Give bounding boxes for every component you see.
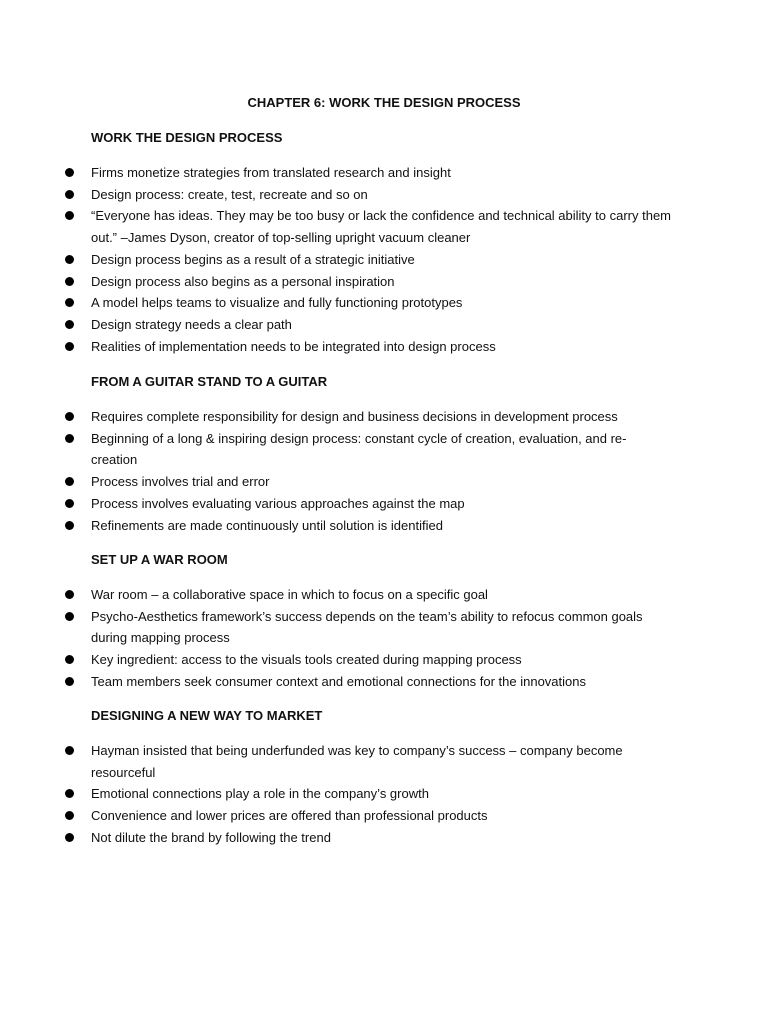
- bullet-item: [0, 249, 671, 271]
- bullet-icon: [65, 298, 74, 307]
- bullet-item: [0, 184, 671, 206]
- bullet-icon: [65, 612, 74, 621]
- bullet-icon: [65, 342, 74, 351]
- bullet-icon: [65, 190, 74, 199]
- bullet-icon: [65, 655, 74, 664]
- bullet-text: Realities of implementation needs to be integrated into design process: [91, 338, 496, 354]
- bullet-text: Design process: create, test, recreate and so on: [91, 186, 368, 202]
- chapter-title: CHAPTER 6: WORK THE DESIGN PROCESS: [247, 95, 521, 110]
- bullet-text: Hayman insisted that being underfunded was key to company’s success – company become resourceful: [91, 743, 623, 780]
- bullet-item: [0, 805, 671, 827]
- bullet-icon: [65, 277, 74, 286]
- bullet-text: Refinements are made continuously until solution is identified: [91, 517, 443, 533]
- bullet-text: Emotional connections play a role in the company’s growth: [91, 786, 429, 802]
- bullet-list: [0, 162, 768, 357]
- bullet-text: Key ingredient: access to the visuals tools created during mapping process: [91, 652, 522, 668]
- section-guitar-stand: [0, 373, 768, 536]
- bullet-item: [0, 649, 671, 671]
- bullet-icon: [65, 833, 74, 842]
- bullet-item: [0, 606, 671, 649]
- bullet-icon: [65, 412, 74, 421]
- bullet-text: Convenience and lower prices are offered than professional products: [91, 808, 488, 824]
- bullet-item: [0, 162, 671, 184]
- bullet-text: Requires complete responsibility for design and business decisions in development process: [91, 409, 618, 424]
- section-heading: SET UP A WAR ROOM: [91, 552, 228, 567]
- bullet-text: “Everyone has ideas. They may be too busy or lack the confidence and technical ability to carry them out.” –James Dyson, creator of top-selling upright vacuum cleaner: [91, 208, 672, 246]
- bullet-icon: [65, 434, 74, 443]
- bullet-icon: [65, 789, 74, 798]
- bullet-item: [0, 783, 671, 805]
- bullet-icon: [65, 499, 74, 508]
- bullet-icon: [65, 477, 74, 486]
- section-war-room: [0, 551, 768, 693]
- bullet-icon: [65, 320, 74, 329]
- bullet-text: War room – a collaborative space in which to focus on a specific goal: [91, 587, 488, 602]
- bullet-icon: [65, 255, 74, 264]
- section-work-the-design-process: [0, 129, 768, 357]
- bullet-item: [0, 271, 671, 293]
- bullet-icon: [65, 168, 74, 177]
- bullet-text: Beginning of a long & inspiring design process: constant cycle of creation, evaluation, and re-creation: [91, 430, 627, 468]
- bullet-item: [0, 336, 671, 358]
- bullet-item: [0, 205, 671, 248]
- bullet-item: [0, 493, 671, 515]
- bullet-text: Design strategy needs a clear path: [91, 316, 292, 332]
- bullet-icon: [65, 211, 74, 220]
- bullet-text: Process involves evaluating various approaches against the map: [91, 495, 465, 511]
- bullet-item: [0, 292, 671, 314]
- bullet-icon: [65, 521, 74, 530]
- bullet-text: Psycho-Aesthetics framework’s success depends on the team’s ability to refocus common goals during mapping process: [91, 608, 643, 646]
- bullet-item: [0, 406, 671, 428]
- bullet-item: [0, 471, 671, 493]
- bullet-text: Design process also begins as a personal inspiration: [91, 273, 395, 289]
- bullet-icon: [65, 677, 74, 686]
- bullet-list: [0, 740, 768, 849]
- bullet-icon: [65, 811, 74, 820]
- section-heading: DESIGNING A NEW WAY TO MARKET: [91, 708, 323, 723]
- section-heading: WORK THE DESIGN PROCESS: [91, 130, 283, 145]
- section-heading: FROM A GUITAR STAND TO A GUITAR: [91, 374, 328, 389]
- bullet-item: [0, 515, 671, 537]
- bullet-text: Design process begins as a result of a strategic initiative: [91, 251, 415, 267]
- bullet-item: [0, 584, 671, 606]
- bullet-text: A model helps teams to visualize and fully functioning prototypes: [91, 295, 463, 311]
- bullet-item: [0, 671, 671, 693]
- bullet-text: Firms monetize strategies from translated research and insight: [91, 165, 451, 180]
- bullet-item: [0, 428, 671, 471]
- section-new-way-to-market: [0, 707, 768, 849]
- bullet-item: [0, 827, 671, 849]
- bullet-item: [0, 314, 671, 336]
- bullet-text: Process involves trial and error: [91, 474, 270, 490]
- bullet-item: [0, 740, 671, 783]
- bullet-list: [0, 406, 768, 536]
- bullet-list: [0, 584, 768, 693]
- bullet-icon: [65, 746, 74, 755]
- bullet-text: Team members seek consumer context and emotional connections for the innovations: [91, 673, 586, 689]
- bullet-icon: [65, 590, 74, 599]
- bullet-text: Not dilute the brand by following the trend: [91, 829, 331, 845]
